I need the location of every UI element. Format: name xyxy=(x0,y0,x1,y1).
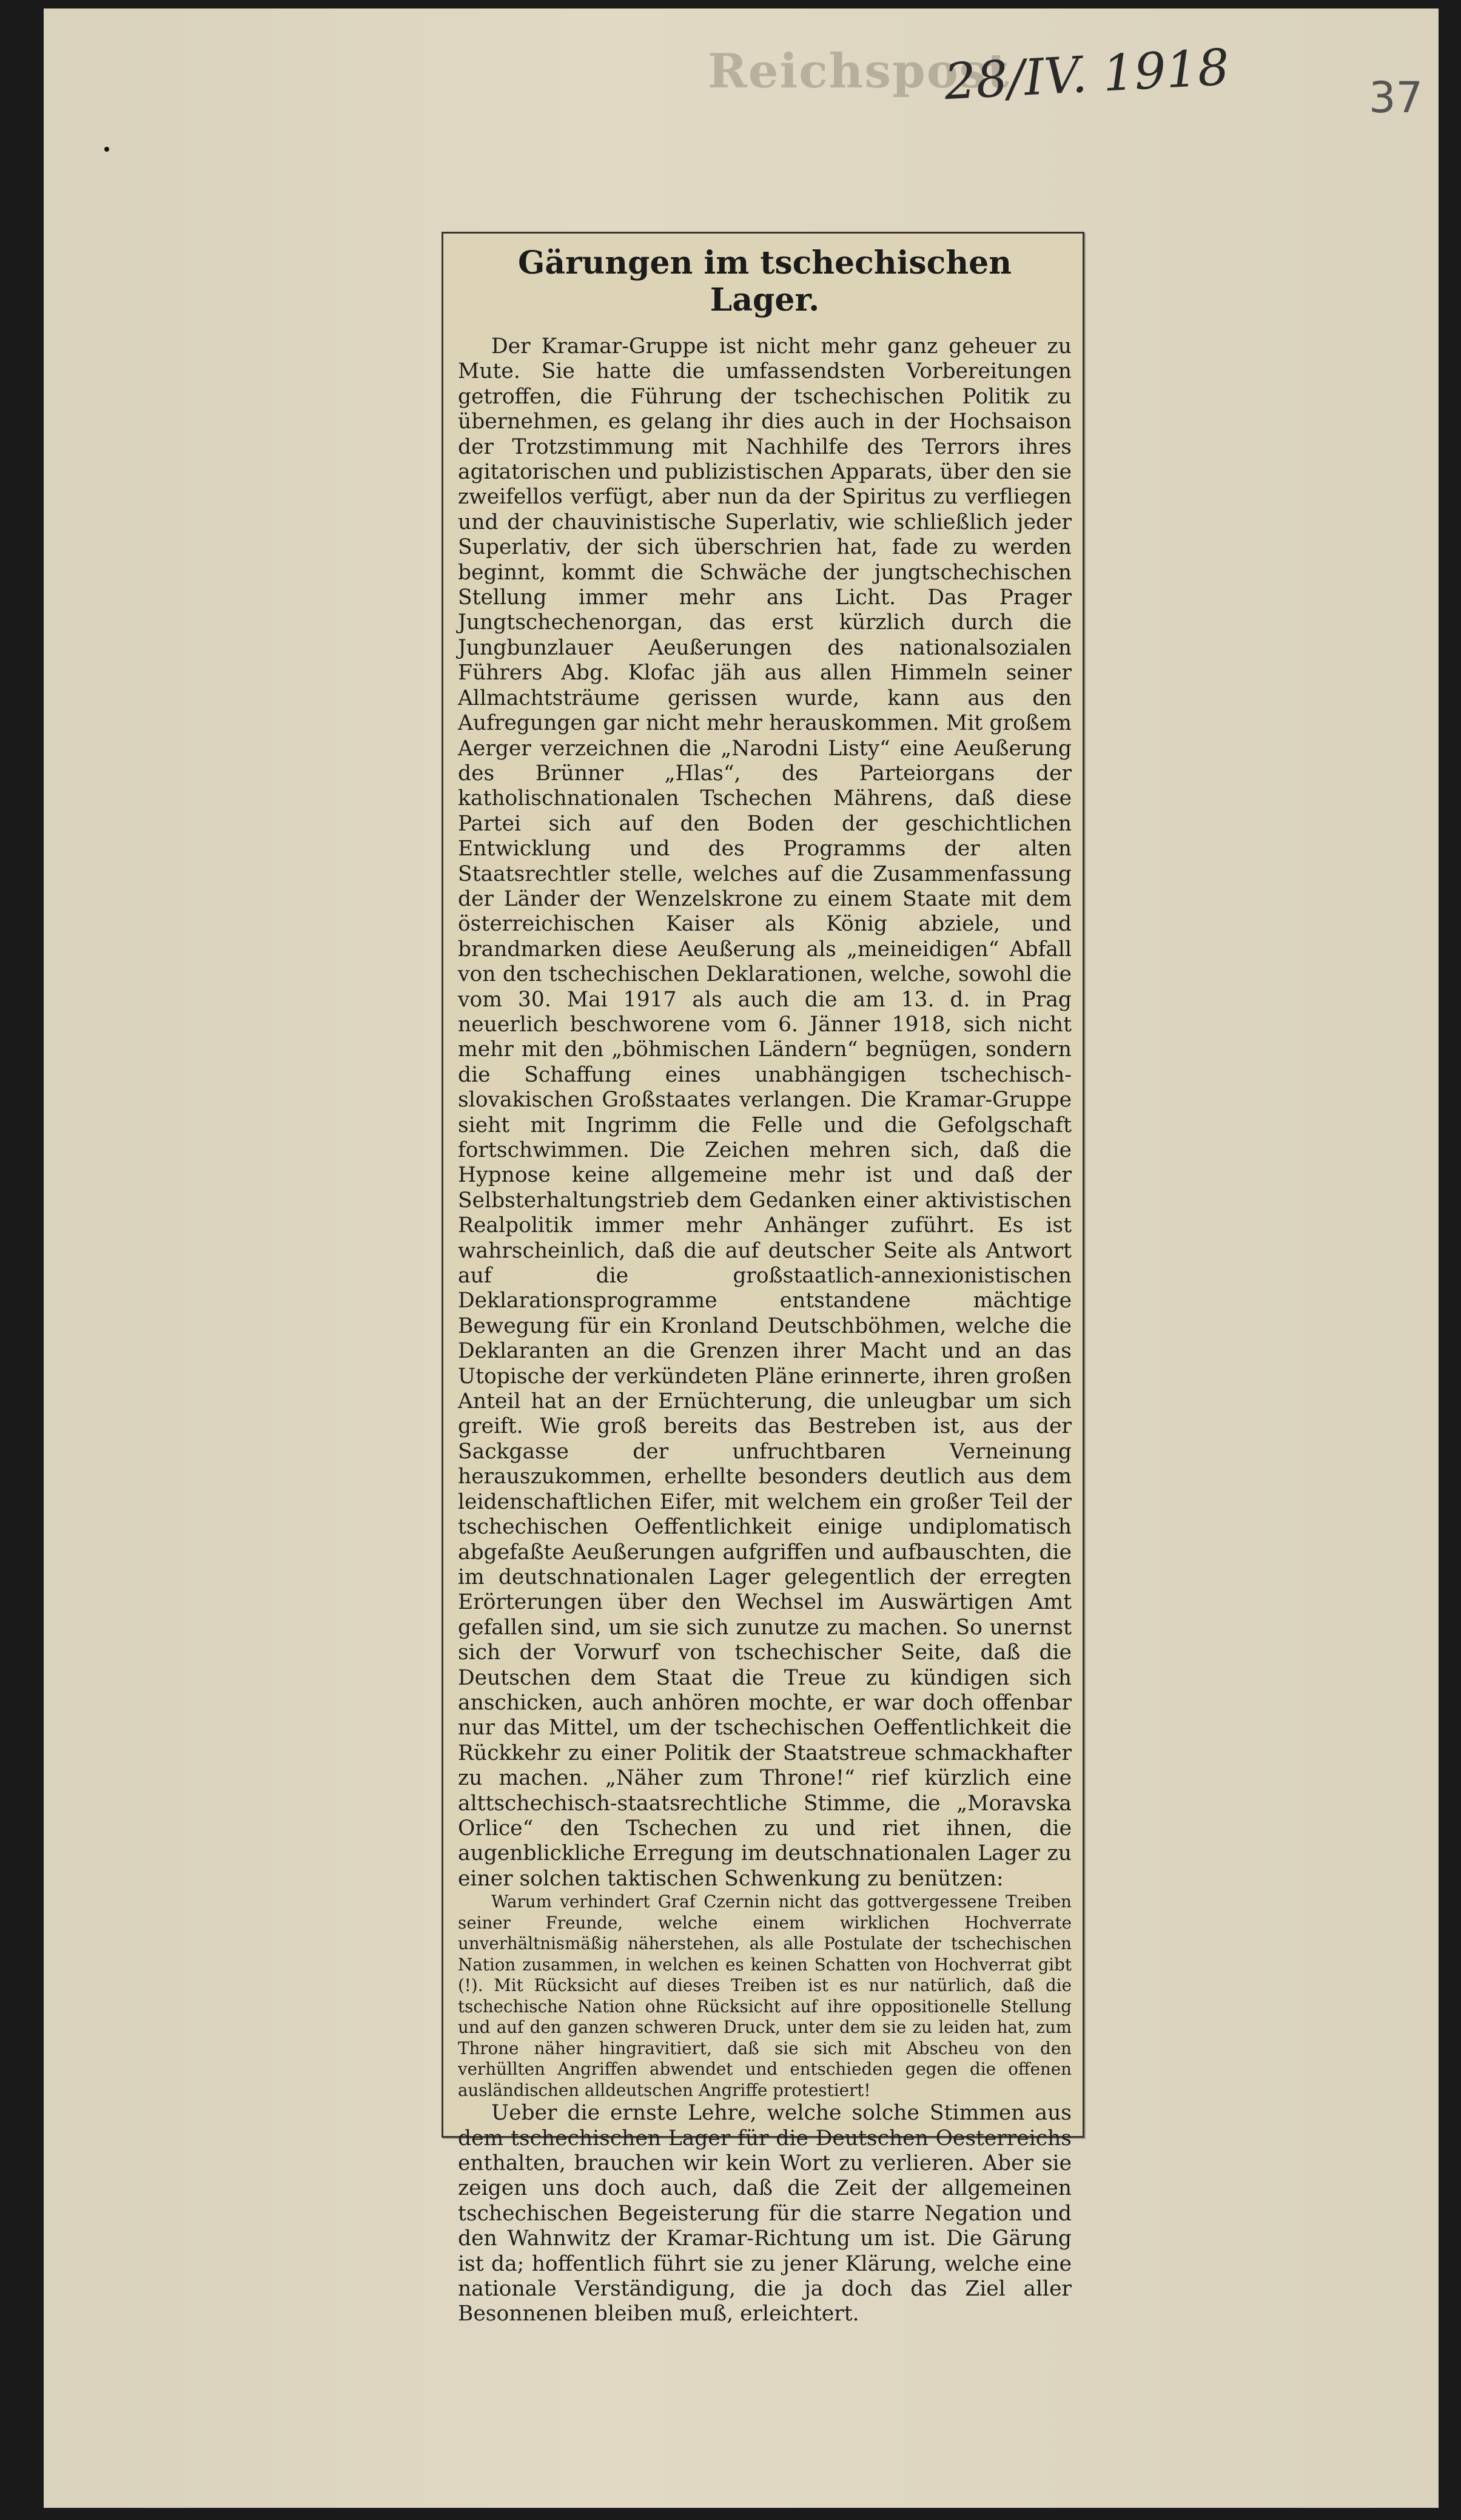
newspaper-clipping xyxy=(442,232,1084,2326)
article-body: Der Kramar-Gruppe ist nicht mehr ganz geheuer zu Mute. Sie hatte die umfassendsten Vorbereitungen getroffen, die Führung der tschechischen Politik zu übernehmen, es gelang ihr dies auch in der Hochsaison der Trotzstimmung mit Nachhilfe des Terrors ihres agitatorischen und publizistischen Apparats, über den sie zweifellos verfügt, aber nun da der Spiritus zu verfliegen und der chauvinistische Superlativ, wie schließlich jeder Superlativ, der sich überschrien hat, fade zu werden beginnt, kommt die Schwäche der jungtschechischen Stellung immer mehr ans Licht. Das Prager Jungtschechenorgan, das erst kürzlich durch die Jungbunzlauer Aeußerungen des nationalsozialen Führers Abg. Klofac jäh aus allen Himmeln seiner Allmachtsträume gerissen wurde, kann aus den Aufregungen gar nicht mehr herauskommen. Mit großem Aerger verzeichnen die „Narodni Listy“ eine Aeußerung des Brünner „Hlas“, des Parteiorgans der katholischnationalen Tschechen Mährens, daß diese Partei sich auf den Boden der geschichtlichen Entwicklung und des Programms der alten Staatsrechtler stelle, welches auf die Zusammenfassung der Länder der Wenzelskrone zu einem Staate mit dem österreichischen Kaiser als König abziele, und brandmarken diese Aeußerung als „meineidigen“ Abfall von den tschechischen Deklarationen, welche, sowohl die vom 30. Mai 1917 als auch die am 13. d. in Prag neuerlich beschworene vom 6. Jänner 1918, sich nicht mehr mit den „böhmischen Ländern“ begnügen, sondern die Schaffung eines unabhängigen tschechisch-slovakischen Großstaates verlangen. Die Kramar-Gruppe sieht mit Ingrimm die Felle und die Gefolgschaft fortschwimmen. Die Zeichen mehren sich, daß die Hypnose keine allgemeine mehr ist und daß der Selbsterhaltungstrieb dem Gedanken einer aktivistischen Realpolitik immer mehr Anhänger zuführt. Es ist wahrscheinlich, daß die auf deutscher Seite als Antwort auf die großstaatlich-annexionistischen Deklarationsprogramme entstandene mächtige Bewegung für ein Kronland Deutschböhmen, welche die Deklaranten an die Grenzen ihrer Macht und an das Utopische der verkündeten Pläne erinnerte, ihren großen Anteil hat an der Ernüchterung, die unleugbar um sich greift. Wie groß bereits das Bestreben ist, aus der Sackgasse der unfruchtbaren Verneinung herauszukommen, erhellte besonders deutlich aus dem leidenschaftlichen Eifer, mit welchem ein großer Teil der tschechischen Oeffentlichkeit einige undiplomatisch abgefaßte Aeußerungen aufgriffen und aufbauschten, die im deutschnationalen Lager gelegentlich der erregten Erörterungen über den Wechsel im Auswärtigen Amt gefallen sind, um sie sich zunutze zu machen. So unernst sich der Vorwurf von tschechischer Seite, daß die Deutschen dem Staat die Treue zu kündigen sich anschicken, auch anhören mochte, er war doch offenbar nur das Mittel, um der tschechischen Oeffentlichkeit die Rückkehr zu einer Politik der Staatstreue schmackhafter zu machen. „Näher zum Throne!“ rief kürzlich eine alttschechisch-staatsrechtliche Stimme, die „Moravska Orlice“ den Tschechen zu und riet ihnen, die augenblickliche Erregung im deutschnationalen Lager zu einer solchen taktischen Schwenkung zu benützen: xyxy=(458,334,1072,1891)
handwritten-date: 28/IV. 1918 xyxy=(942,38,1231,112)
article-closing: Ueber die ernste Lehre, welche solche Stimmen aus dem tschechischen Lager für die Deutschen Oesterreichs enthalten, brauchen wir kein Wort zu verlieren. Aber sie zeigen uns doch auch, daß die Zeit der allgemeinen tschechischen Begeisterung für die starre Negation und den Wahnwitz der Kramar-Richtung um ist. Die Gärung ist da; hoffentlich führt sie zu jener Klärung, welche eine nationale Verständigung, die ja doch das Ziel aller Besonnenen bleiben muß, erleichtert. xyxy=(458,2101,1072,2326)
newspaper-stamp: Reichspost xyxy=(708,44,1010,99)
page-number: 37 xyxy=(1369,73,1423,123)
article-quote: Warum verhindert Graf Czernin nicht das gottvergessene Treiben seiner Freunde, welche einem wirklichen Hochverrate unverhältnismäßig näherstehen, als alle Postulate der tschechischen Nation zusammen, in welchen es keinen Schatten von Hochverrat gibt (!). Mit Rücksicht auf dieses Treiben ist es nur natürlich, daß die tschechische Nation ohne Rücksicht auf ihre oppositionelle Stellung und auf den ganzen schweren Druck, unter dem sie zu leiden hat, zum Throne näher hingravitiert, daß sie sich mit Abscheu von den verhüllten Angriffen abwendet und entschieden gegen die offenen ausländischen alldeutschen Angriffe protestiert! xyxy=(458,1892,1072,2100)
punch-hole xyxy=(104,147,109,152)
article-headline: Gärungen im tschechischen Lager. xyxy=(517,244,1012,318)
